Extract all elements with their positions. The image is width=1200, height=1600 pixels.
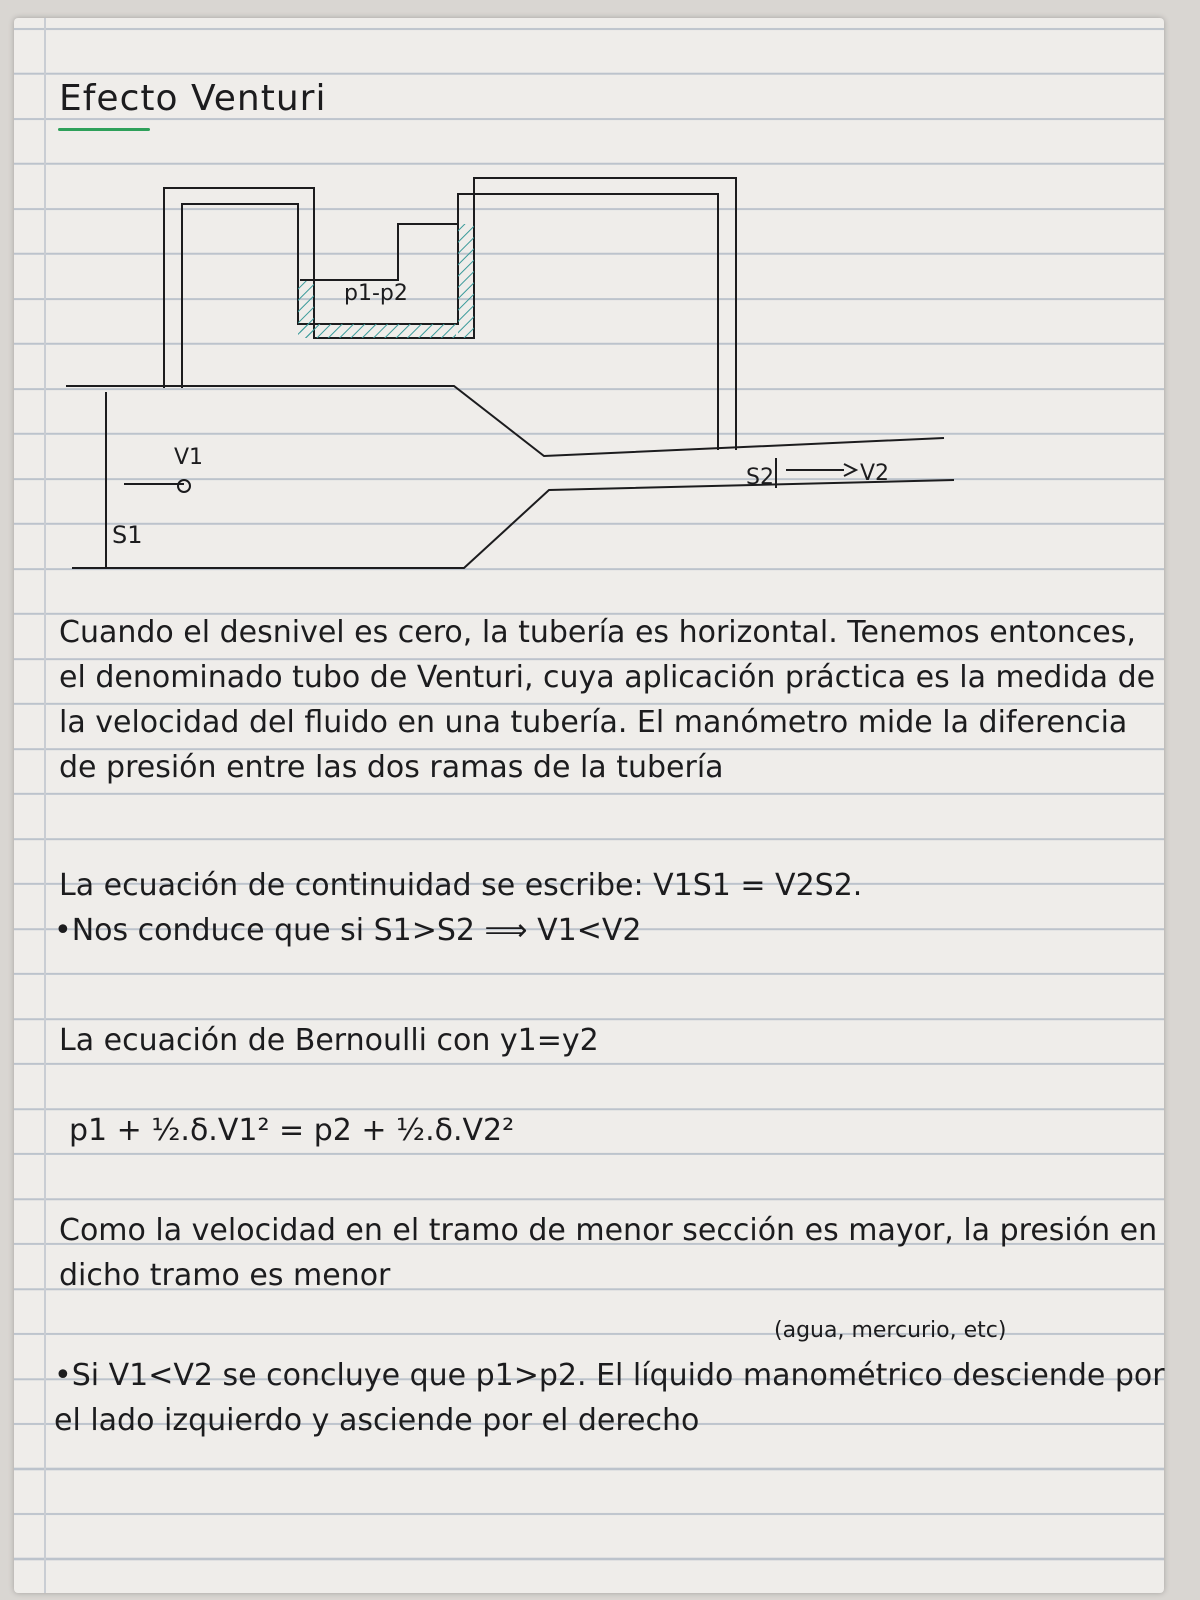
text-line: •Si V1<V2 se concluye que p1>p2. El líquido manométrico desciende por <box>54 1358 1165 1393</box>
bernoulli-equation: p1 + ½.δ.V1² = p2 + ½.δ.V2² <box>69 1113 515 1148</box>
level-markers <box>300 224 458 280</box>
text-line: la velocidad del fluido en una tubería. El manómetro mide la diferencia <box>59 705 1128 740</box>
text-line: Como la velocidad en el tramo de menor sección es mayor, la presión en <box>59 1213 1158 1248</box>
page-title: Efecto Venturi <box>59 78 327 119</box>
manometer-liquid-left <box>298 280 314 338</box>
velocity-pressure-paragraph <box>59 1208 1157 1298</box>
continuity-equation: La ecuación de continuidad se escribe: V1S1 = V2S2. <box>59 868 863 903</box>
manometer-liquid-right <box>458 224 474 338</box>
manometer-tube <box>164 178 736 450</box>
text-line: el lado izquierdo y asciende por el derecho <box>54 1403 700 1438</box>
s1-label: S1 <box>112 521 143 549</box>
v1-label: V1 <box>174 445 204 470</box>
pressure-diff-label: p1-p2 <box>344 281 408 306</box>
manometer-liquid-bottom <box>300 324 456 338</box>
text-line: dicho tramo es menor <box>59 1258 391 1293</box>
bernoulli-intro: La ecuación de Bernoulli con y1=y2 <box>59 1023 599 1058</box>
liquid-note: (agua, mercurio, etc) <box>774 1318 1007 1343</box>
intro-paragraph <box>59 610 1155 790</box>
conclusion-paragraph <box>54 1353 1165 1443</box>
text-line: el denominado tubo de Venturi, cuya aplicación práctica es la medida de <box>59 660 1156 695</box>
venturi-diagram <box>14 18 1164 618</box>
continuity-conclusion: •Nos conduce que si S1>S2 ⟹ V1<V2 <box>54 913 642 948</box>
v2-label: V2 <box>860 461 890 486</box>
venturi-pipe <box>66 386 954 568</box>
notebook-page <box>14 18 1164 1593</box>
text-line: de presión entre las dos ramas de la tubería <box>59 750 724 785</box>
text-line: Cuando el desnivel es cero, la tubería es horizontal. Tenemos entonces, <box>59 615 1136 650</box>
s2-label: S2 <box>746 465 774 490</box>
